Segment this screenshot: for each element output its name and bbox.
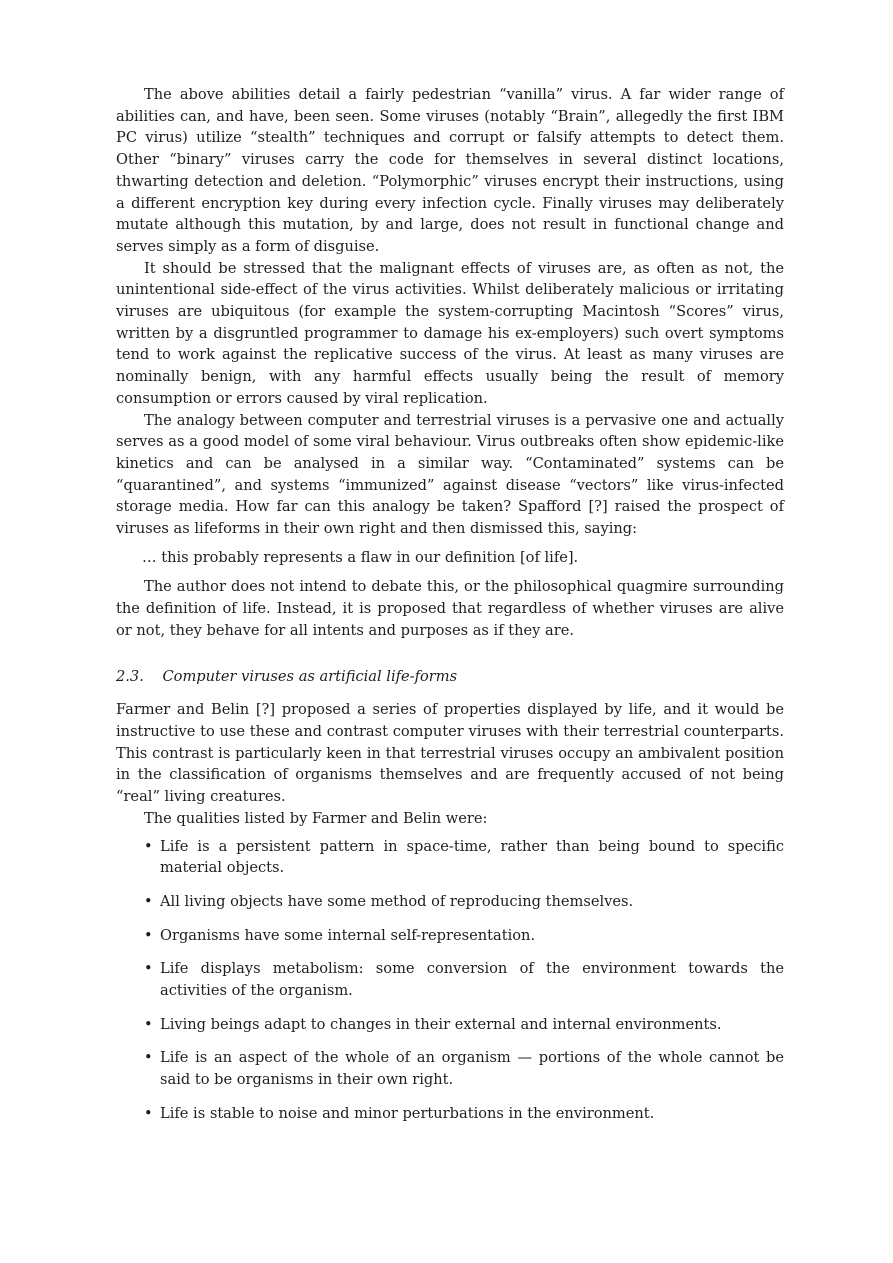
list-item <box>116 925 784 947</box>
list-item <box>116 958 784 1001</box>
section-heading <box>116 666 784 688</box>
bullet-icon: • <box>144 892 153 910</box>
paragraph-qualities-intro: The qualities listed by Farmer and Belin were: <box>144 809 488 827</box>
list-item-text: Living beings adapt to changes in their external and internal environments. <box>160 1015 722 1033</box>
list-item <box>116 1047 784 1090</box>
text-column <box>116 84 784 1137</box>
paragraph-farmer-belin: Farmer and Belin [?] proposed a series of properties displayed by life, and it would be instructive to use these and contrast computer viruses with their terrestrial counterparts. This contrast is particularly keen in that terrestrial viruses occupy an ambivalent position in the classification of organisms themselves and are frequently accused of not being “real” living creatures. <box>116 701 784 806</box>
section-title: Computer viruses as artificial life-forms <box>162 667 458 685</box>
list-item <box>116 891 784 913</box>
bullet-icon: • <box>144 926 153 944</box>
list-item <box>116 1014 784 1036</box>
list-item-text: Life displays metabolism: some conversion of the environment towards the activities of the organism. <box>160 960 784 1000</box>
paragraph-analogy: The analogy between computer and terrestrial viruses is a pervasive one and actually serves as a good model of some viral behaviour. Virus outbreaks often show epidemic-like kinetics and can be analysed in a similar way. “Contaminated” systems can be “quarantined”, and systems “immunized” against disease “vectors” like virus-infected storage media. How far can this analogy be taken? Spafford [?] raised the prospect of viruses as lifeforms in their own right and then dismissed this, saying: <box>116 411 784 538</box>
paragraph-malignant-effects: It should be stressed that the malignant effects of viruses are, as often as not, the unintentional side-effect of the virus activities. Whilst deliberately malicious or irritating viruses are ubiquitous (for example the system-corrupting Macintosh “Scores” virus, written by a disgruntled programmer to damage his ex-employers) such overt symptoms tend to work against the replicative success of the virus. At least as many viruses are nominally benign, with any harmful effects usually being the result of memory consumption or errors caused by viral replication. <box>116 259 784 407</box>
list-item <box>116 1103 784 1125</box>
list-item-text: Life is an aspect of the whole of an organism — portions of the whole cannot be said to be organisms in their own right. <box>160 1049 784 1089</box>
bullet-icon: • <box>144 837 153 855</box>
list-item-text: Life is stable to noise and minor perturbations in the environment. <box>160 1104 655 1122</box>
qualities-list <box>116 836 784 1125</box>
section-number: 2.3. <box>116 667 144 685</box>
list-item <box>116 836 784 879</box>
list-item-text: Organisms have some internal self-representation. <box>160 926 536 944</box>
bullet-icon: • <box>144 1104 153 1122</box>
bullet-icon: • <box>144 1015 153 1033</box>
bullet-icon: • <box>144 1049 153 1067</box>
list-item-text: All living objects have some method of reproducing themselves. <box>160 892 634 910</box>
quote-spafford: … this probably represents a flaw in our definition [of life]. <box>142 548 579 566</box>
paragraph-vanilla-virus: The above abilities detail a fairly pedestrian “vanilla” virus. A far wider range of abilities can, and have, been seen. Some viruses (notably “Brain”, allegedly the first IBM PC virus) utilize “stealth” techniques and corrupt or falsify attempts to detect them. Other “binary” viruses carry the code for themselves in several distinct locations, thwarting detection and deletion. “Polymorphic” viruses encrypt their instructions, using a different encryption key during every infection cycle. Finally viruses may deliberately mutate although this mutation, by and large, does not result in functional change and serves simply as a form of disguise. <box>116 86 784 255</box>
bullet-icon: • <box>144 960 153 978</box>
list-item-text: Life is a persistent pattern in space-time, rather than being bound to specific material objects. <box>160 837 784 877</box>
paragraph-author-position: The author does not intend to debate this, or the philosophical quagmire surrounding the definition of life. Instead, it is proposed that regardless of whether viruses are alive or not, they behave for all intents and purposes as if they are. <box>116 578 784 639</box>
